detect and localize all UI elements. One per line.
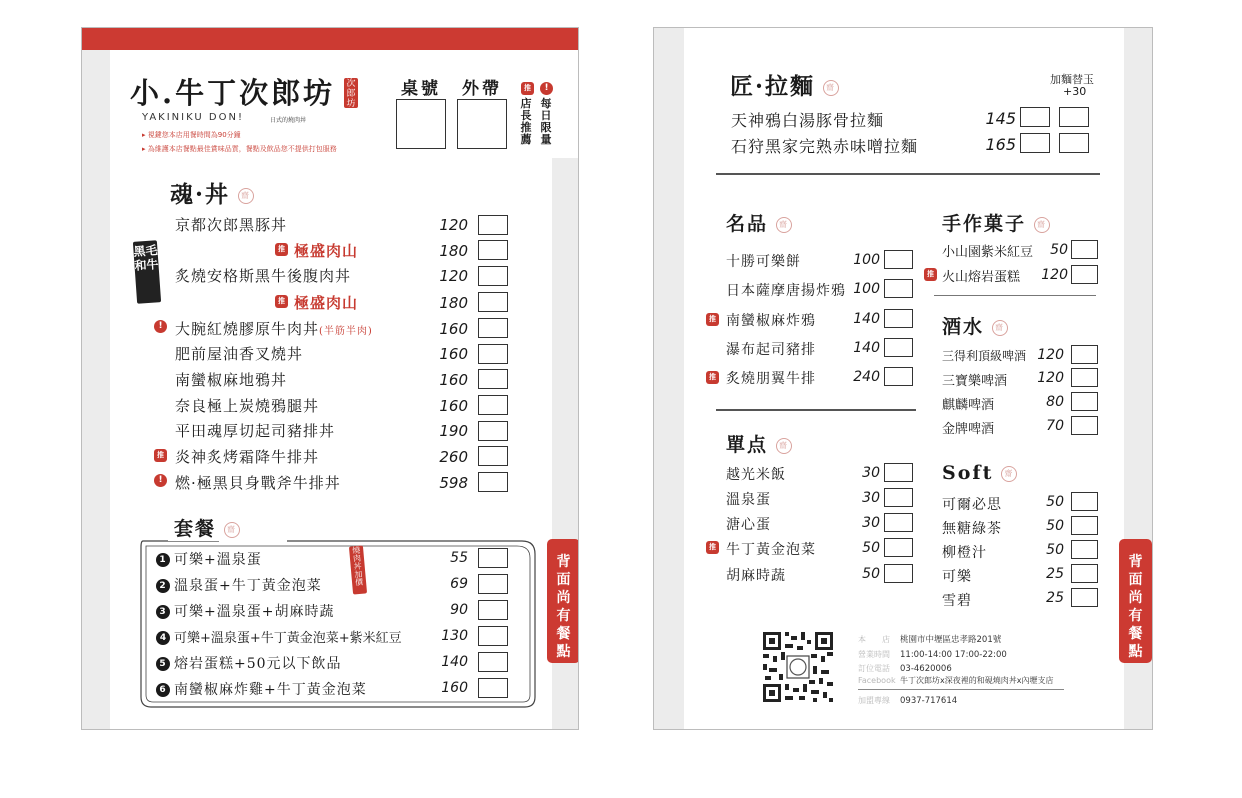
soft-qty-1[interactable] bbox=[1071, 492, 1098, 511]
alcohol-item-1: 三得利頂級啤酒 bbox=[942, 349, 1027, 363]
single-item-5: 胡麻時蔬 bbox=[726, 568, 786, 584]
recommend-icon: 推 bbox=[706, 541, 719, 554]
single-price-4: 50 bbox=[862, 540, 880, 556]
alcohol-item-3: 麒麟啤酒 bbox=[942, 398, 995, 413]
don-price-5: 160 bbox=[439, 320, 468, 338]
wagyu-stamp: 黑毛和牛 bbox=[133, 240, 161, 304]
don-item-10: 炎神炙烤霜降牛排丼 bbox=[175, 448, 320, 466]
don-qty-6[interactable] bbox=[478, 344, 508, 364]
set-qty-2[interactable] bbox=[478, 574, 508, 594]
famous-item-4: 瀑布起司豬排 bbox=[726, 342, 816, 358]
seal-icon: 齋 bbox=[1034, 217, 1050, 233]
soft-qty-2[interactable] bbox=[1071, 516, 1098, 535]
don-qty-9[interactable] bbox=[478, 421, 508, 441]
single-price-5: 50 bbox=[862, 566, 880, 582]
brand-sub: 日式的燒肉丼 bbox=[270, 117, 307, 124]
don-section-title: 魂·丼 齋 bbox=[170, 176, 254, 209]
single-item-3: 溏心蛋 bbox=[726, 517, 771, 533]
don-item-7: 南蠻椒麻地鴉丼 bbox=[175, 371, 288, 389]
seal-icon: 齋 bbox=[224, 522, 240, 538]
single-price-3: 30 bbox=[862, 515, 880, 531]
famous-section-title: 名品 齋 bbox=[726, 209, 792, 236]
set-section-title: 套餐 齋 bbox=[168, 514, 246, 541]
single-price-2: 30 bbox=[862, 490, 880, 506]
don-qty-2[interactable] bbox=[478, 240, 508, 260]
don-price-1: 120 bbox=[439, 216, 468, 234]
seal-icon: 齋 bbox=[1001, 466, 1017, 482]
seal-icon: 齋 bbox=[238, 188, 254, 204]
info-facebook: Facebook 牛丁次郎坊x深夜裡的和硯燒肉丼x內壢支店 bbox=[858, 676, 1054, 685]
dessert-price-2: 120 bbox=[1041, 267, 1068, 283]
divider bbox=[934, 295, 1096, 296]
set-price-2: 69 bbox=[450, 576, 468, 592]
dessert-price-1: 50 bbox=[1050, 242, 1068, 258]
limited-icon: ! bbox=[540, 82, 553, 95]
ramen-item-1: 天神鴉白湯豚骨拉麵 bbox=[731, 111, 885, 130]
seal-icon: 齋 bbox=[776, 438, 792, 454]
ramen-section-title: 匠·拉麵 齋 bbox=[730, 68, 839, 101]
don-price-6: 160 bbox=[439, 345, 468, 363]
recommend-icon: 推 bbox=[275, 243, 288, 256]
recommend-icon: 推 bbox=[275, 295, 288, 308]
alcohol-qty-4[interactable] bbox=[1071, 416, 1098, 435]
dessert-item-2: 火山熔岩蛋糕 bbox=[942, 270, 1021, 285]
soft-item-4: 可樂 bbox=[942, 569, 972, 585]
don-qty-4[interactable] bbox=[478, 292, 508, 312]
set-stamp: 燒肉丼加價 bbox=[349, 545, 367, 594]
info-phone: 訂位電話 03-4620006 bbox=[858, 664, 952, 674]
ramen-price-2: 165 bbox=[985, 135, 1016, 154]
brand-en: YAKINIKU DON! bbox=[142, 112, 244, 123]
soft-item-5: 雪碧 bbox=[942, 593, 972, 609]
dessert-qty-1[interactable] bbox=[1071, 240, 1098, 259]
famous-price-3: 140 bbox=[853, 311, 880, 327]
ramen-item-2: 石狩黑家完熟赤味噌拉麵 bbox=[731, 137, 919, 156]
soft-price-1: 50 bbox=[1046, 494, 1064, 510]
back-side-tab-right: 背面尚有餐點 bbox=[1119, 539, 1152, 663]
takeout-label: 外帶 bbox=[462, 79, 502, 99]
famous-qty-4[interactable] bbox=[884, 338, 913, 357]
recommend-icon: 推 bbox=[521, 82, 534, 95]
don-price-3: 120 bbox=[439, 267, 468, 285]
single-item-1: 越光米飯 bbox=[726, 467, 786, 483]
brand-title: 小.牛丁次郎坊 bbox=[130, 76, 336, 110]
don-item-8: 奈良極上炭燒鴉腿丼 bbox=[175, 397, 320, 415]
don-item-3: 炙燒安格斯黑牛後腹肉丼 bbox=[175, 267, 352, 285]
don-item-9: 平田魂厚切起司豬排丼 bbox=[175, 422, 336, 440]
divider bbox=[716, 409, 916, 411]
note-2: ▸ 為維護本店餐點最佳賞味品質，餐點及飲品您不提供打包服務 bbox=[142, 145, 337, 153]
set-price-5: 140 bbox=[441, 654, 468, 670]
set-item-5: 5 熔岩蛋糕+50元以下飲品 bbox=[156, 653, 342, 673]
soft-price-5: 25 bbox=[1046, 590, 1064, 606]
don-qty-8[interactable] bbox=[478, 395, 508, 415]
limited-icon: ! bbox=[154, 320, 167, 333]
famous-item-3: 南蠻椒麻炸鴉 bbox=[726, 313, 816, 329]
ramen-extra-price: +30 bbox=[1063, 85, 1087, 98]
alcohol-price-1: 120 bbox=[1037, 347, 1064, 363]
don-item-4: 極盛肉山 bbox=[294, 294, 359, 312]
single-item-4: 牛丁黃金泡菜 bbox=[726, 542, 816, 558]
don-qty-7[interactable] bbox=[478, 369, 508, 389]
recommend-icon: 推 bbox=[924, 268, 937, 281]
set-qty-6[interactable] bbox=[478, 678, 508, 698]
recommend-icon: 推 bbox=[154, 449, 167, 462]
don-item-1: 京都次郎黑豚丼 bbox=[175, 216, 288, 234]
don-item-5-tag: (半筋半肉) bbox=[319, 326, 373, 337]
alcohol-qty-1[interactable] bbox=[1071, 345, 1098, 364]
dessert-item-1: 小山園紫米紅豆 bbox=[942, 245, 1034, 260]
soft-price-3: 50 bbox=[1046, 542, 1064, 558]
famous-price-5: 240 bbox=[853, 369, 880, 385]
famous-qty-2[interactable] bbox=[884, 279, 913, 298]
table-number-box[interactable] bbox=[396, 99, 446, 149]
famous-price-1: 100 bbox=[853, 252, 880, 268]
set-item-6: 6 南蠻椒麻炸雞+牛丁黃金泡菜 bbox=[156, 679, 367, 699]
set-item-1: 1 可樂+溫泉蛋 bbox=[156, 549, 262, 569]
ramen-qty-1[interactable] bbox=[1020, 107, 1050, 127]
divider bbox=[716, 173, 1100, 175]
seal-icon: 齋 bbox=[992, 320, 1008, 336]
famous-item-5: 炙燒朋翼牛排 bbox=[726, 371, 816, 387]
single-qty-2[interactable] bbox=[884, 488, 913, 507]
set-price-1: 55 bbox=[450, 550, 468, 566]
alcohol-item-2: 三寶樂啤酒 bbox=[942, 374, 1008, 389]
alcohol-section-title: 酒水 齋 bbox=[942, 312, 1008, 339]
legend-recommend: 店長推薦 bbox=[520, 97, 532, 146]
famous-price-4: 140 bbox=[853, 340, 880, 356]
don-qty-10[interactable] bbox=[478, 446, 508, 466]
menu-back-sheet bbox=[653, 27, 1153, 730]
seal-icon: 齋 bbox=[823, 80, 839, 96]
soft-qty-3[interactable] bbox=[1071, 540, 1098, 559]
recommend-icon: 推 bbox=[706, 313, 719, 326]
recommend-icon: 推 bbox=[706, 371, 719, 384]
soft-item-3: 柳橙汁 bbox=[942, 545, 987, 561]
legend-limited: 每日限量 bbox=[540, 97, 552, 146]
don-item-2: 極盛肉山 bbox=[294, 242, 359, 260]
single-qty-4[interactable] bbox=[884, 538, 913, 557]
don-price-7: 160 bbox=[439, 371, 468, 389]
don-price-9: 190 bbox=[439, 422, 468, 440]
seal-icon: 齋 bbox=[776, 217, 792, 233]
dessert-qty-2[interactable] bbox=[1071, 265, 1098, 284]
single-price-1: 30 bbox=[862, 465, 880, 481]
dessert-section-title: 手作菓子 齋 bbox=[942, 209, 1050, 236]
alcohol-price-4: 70 bbox=[1046, 418, 1064, 434]
soft-qty-5[interactable] bbox=[1071, 588, 1098, 607]
alcohol-price-3: 80 bbox=[1046, 394, 1064, 410]
famous-qty-5[interactable] bbox=[884, 367, 913, 386]
don-qty-1[interactable] bbox=[478, 215, 508, 235]
set-item-4: 4 可樂+溫泉蛋+牛丁黃金泡菜+紫米紅豆 bbox=[156, 627, 402, 646]
single-section-title: 單点 齋 bbox=[726, 430, 792, 457]
set-price-3: 90 bbox=[450, 602, 468, 618]
takeout-box[interactable] bbox=[457, 99, 507, 149]
don-price-4: 180 bbox=[439, 294, 468, 312]
qr-code-icon bbox=[761, 630, 835, 704]
set-price-6: 160 bbox=[441, 680, 468, 696]
ramen-qty-2[interactable] bbox=[1020, 133, 1050, 153]
don-price-10: 260 bbox=[439, 448, 468, 466]
soft-qty-4[interactable] bbox=[1071, 564, 1098, 583]
info-hours: 營業時間 11:00-14:00 17:00-22:00 bbox=[858, 650, 1007, 660]
limited-icon: ! bbox=[154, 474, 167, 487]
menu-front-sheet bbox=[81, 27, 579, 730]
single-qty-3[interactable] bbox=[884, 513, 913, 532]
note-1: ▸ 視鍵您本店用餐時間為90分鐘 bbox=[142, 131, 241, 139]
famous-item-2: 日本薩摩唐揚炸鴉 bbox=[726, 283, 846, 299]
set-qty-4[interactable] bbox=[478, 626, 508, 646]
soft-item-1: 可爾必思 bbox=[942, 497, 1002, 513]
don-qty-11[interactable] bbox=[478, 472, 508, 492]
soft-section-title: Soft 齋 bbox=[942, 462, 1017, 484]
side-band-left bbox=[654, 28, 684, 730]
single-item-2: 溫泉蛋 bbox=[726, 492, 771, 508]
don-item-11: 燃·極黑貝身戰斧牛排丼 bbox=[175, 474, 341, 492]
soft-item-2: 無糖綠茶 bbox=[942, 521, 1002, 537]
don-item-6: 肥前屋油香叉燒丼 bbox=[175, 345, 304, 363]
info-address: 本 店 桃園市中壢區忠孝路201號 bbox=[858, 635, 1002, 645]
don-price-11: 598 bbox=[439, 474, 468, 492]
set-item-3: 3 可樂+溫泉蛋+胡麻時蔬 bbox=[156, 601, 334, 621]
set-qty-5[interactable] bbox=[478, 652, 508, 672]
don-price-8: 160 bbox=[439, 397, 468, 415]
table-number-label: 桌號 bbox=[401, 79, 441, 99]
famous-qty-3[interactable] bbox=[884, 309, 913, 328]
top-red-bar bbox=[82, 28, 578, 50]
ramen-extra-qty-2[interactable] bbox=[1059, 133, 1089, 153]
don-price-2: 180 bbox=[439, 242, 468, 260]
ramen-price-1: 145 bbox=[985, 109, 1016, 128]
alcohol-item-4: 金牌啤酒 bbox=[942, 422, 995, 437]
don-qty-5[interactable] bbox=[478, 318, 508, 338]
alcohol-qty-2[interactable] bbox=[1071, 368, 1098, 387]
don-item-5: 大腕紅燒膠原牛肉丼(半筋半肉) bbox=[175, 320, 373, 338]
soft-price-2: 50 bbox=[1046, 518, 1064, 534]
set-price-4: 130 bbox=[441, 628, 468, 644]
soft-price-4: 25 bbox=[1046, 566, 1064, 582]
set-item-2: 2 溫泉蛋+牛丁黃金泡菜 bbox=[156, 575, 322, 595]
set-qty-1[interactable] bbox=[478, 548, 508, 568]
alcohol-price-2: 120 bbox=[1037, 370, 1064, 386]
single-qty-1[interactable] bbox=[884, 463, 913, 482]
back-side-tab-left: 背面尚有餐點 bbox=[547, 539, 579, 663]
info-line: 加盟專線 0937-717614 bbox=[858, 696, 958, 706]
ramen-extra-qty-1[interactable] bbox=[1059, 107, 1089, 127]
set-qty-3[interactable] bbox=[478, 600, 508, 620]
famous-item-1: 十勝可樂餅 bbox=[726, 254, 801, 270]
don-qty-3[interactable] bbox=[478, 266, 508, 286]
divider bbox=[858, 689, 1064, 690]
alcohol-qty-3[interactable] bbox=[1071, 392, 1098, 411]
brand-stamp: 次郎坊 bbox=[344, 78, 358, 108]
side-band-left bbox=[82, 50, 110, 730]
single-qty-5[interactable] bbox=[884, 564, 913, 583]
famous-qty-1[interactable] bbox=[884, 250, 913, 269]
ramen-extra: 加麵替玉 bbox=[1050, 73, 1094, 86]
famous-price-2: 100 bbox=[853, 281, 880, 297]
